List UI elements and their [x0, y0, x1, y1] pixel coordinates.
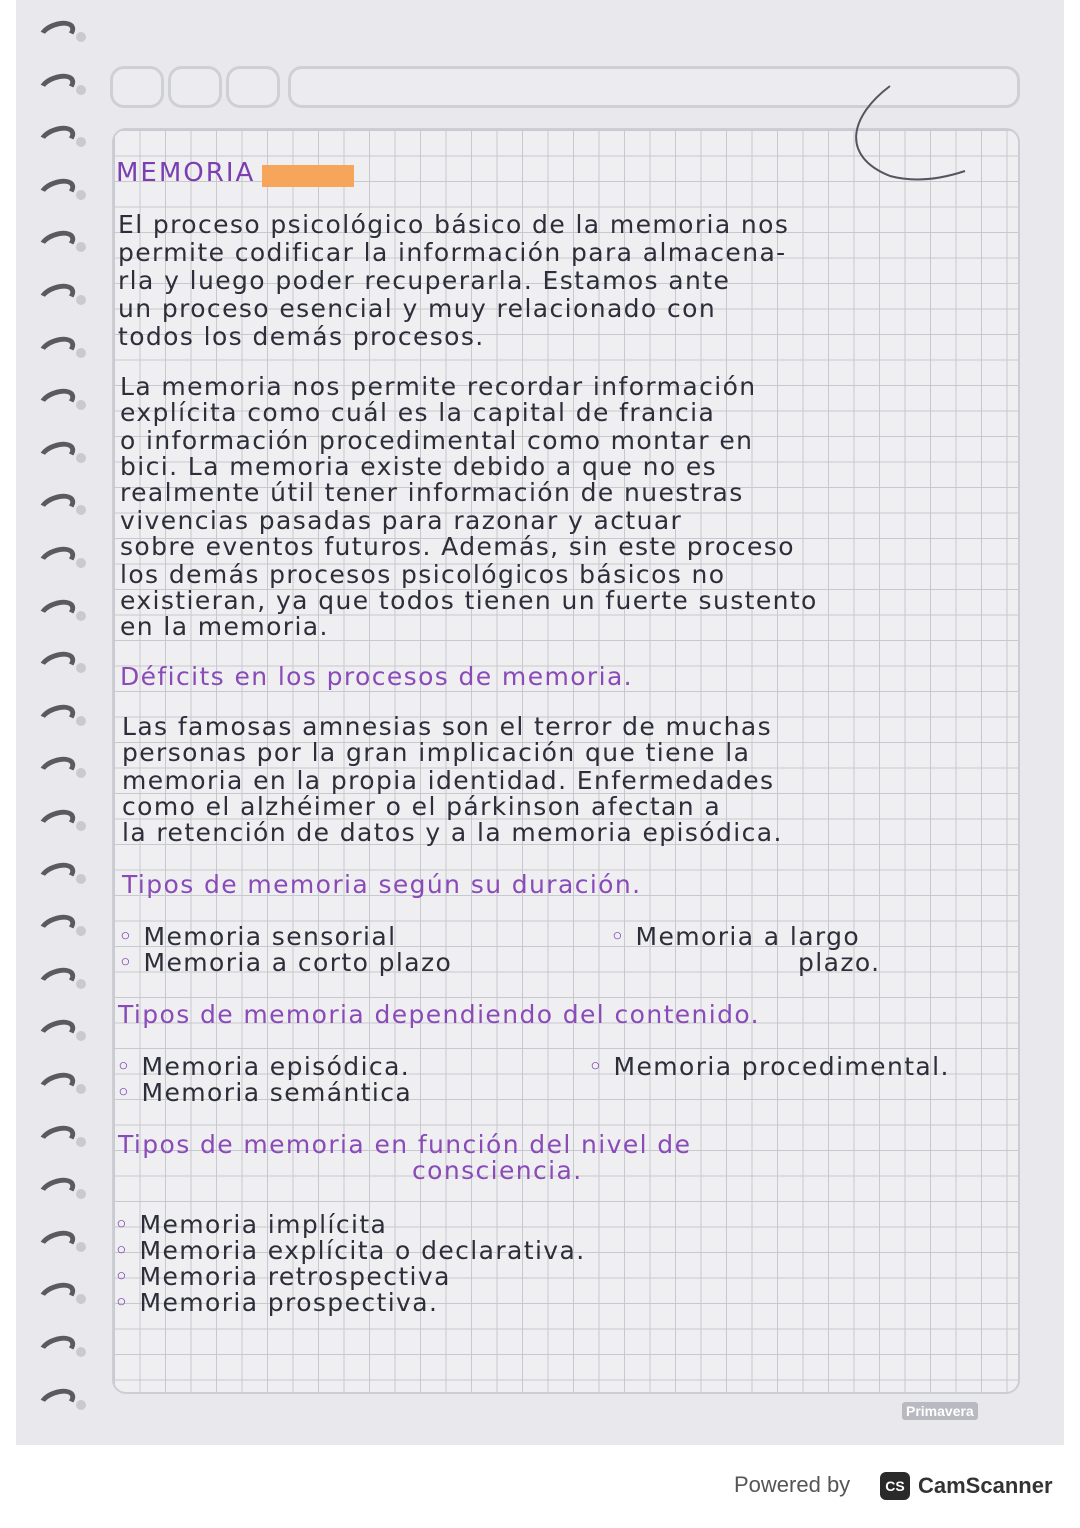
spiral-ring	[35, 700, 78, 734]
list-item-text: Memoria a corto plazo	[143, 948, 453, 977]
binding-hole	[76, 1189, 86, 1199]
spiral-ring	[35, 542, 78, 576]
powered-by-text: Powered by	[734, 1472, 851, 1497]
header-box	[110, 66, 164, 108]
list-item	[118, 950, 452, 976]
text-line: o información procedimental como montar en	[120, 426, 754, 455]
camscanner-name: CamScanner	[918, 1473, 1053, 1498]
spiral-ring	[35, 174, 78, 208]
spiral-ring	[35, 1226, 78, 1260]
text-line: un proceso esencial y muy relacionado con	[118, 294, 717, 323]
list-item-text: Memoria retrospectiva	[139, 1262, 451, 1291]
text-line: realmente útil tener información de nuestras	[120, 478, 744, 507]
binding-hole	[76, 242, 86, 252]
list-item	[116, 1054, 412, 1080]
section-heading-consciencia-cont: consciencia.	[412, 1156, 583, 1185]
text-line: Las famosas amnesias son el terror de muchas	[122, 712, 773, 741]
binding-hole	[76, 295, 86, 305]
binding-hole	[76, 716, 86, 726]
header-box	[168, 66, 222, 108]
binding-hole	[76, 1031, 86, 1041]
spiral-ring	[35, 858, 78, 892]
spiral-ring	[35, 227, 78, 261]
spiral-ring	[35, 647, 78, 681]
list-item	[610, 924, 860, 950]
text-line: existieran, ya que todos tienen un fuerte sustento	[120, 586, 818, 615]
spiral-ring	[35, 910, 78, 944]
spiral-ring	[35, 1016, 78, 1050]
spiral-ring	[35, 69, 78, 103]
title-highlight	[262, 165, 354, 187]
spiral-ring	[35, 805, 78, 839]
list-item-text: Memoria prospectiva.	[139, 1288, 439, 1317]
spiral-ring	[35, 332, 78, 366]
binding-hole	[76, 137, 86, 147]
list-duracion	[118, 924, 452, 976]
spiral-ring	[35, 384, 78, 418]
list-item-text: Memoria sensorial	[143, 922, 397, 951]
text-line: memoria en la propia identidad. Enfermedades	[122, 766, 775, 795]
list-item-text: Memoria a largo	[635, 922, 861, 951]
text-line: la retención de datos y a la memoria episódica.	[122, 818, 783, 847]
section-heading-duracion: Tipos de memoria según su duración.	[122, 870, 642, 899]
page-title: MEMORIA	[116, 158, 256, 188]
list-item	[114, 1290, 586, 1316]
spiral-binding	[16, 0, 86, 1445]
spiral-ring	[35, 1384, 78, 1418]
spiral-ring	[35, 279, 78, 313]
spiral-ring	[35, 1331, 78, 1365]
text-line: rla y luego poder recuperarla. Estamos ante	[118, 266, 731, 295]
text-line: permite codificar la información para almacena-	[118, 238, 787, 267]
text-line: bici. La memoria existe debido a que no es	[120, 452, 718, 481]
list-item-text: Memoria episódica.	[141, 1052, 411, 1081]
binding-hole	[76, 400, 86, 410]
spiral-ring	[35, 121, 78, 155]
spiral-ring	[35, 1173, 78, 1207]
spiral-ring	[35, 1121, 78, 1155]
text-line: en la memoria.	[120, 612, 329, 641]
section-heading-consciencia: Tipos de memoria en función del nivel de	[118, 1130, 692, 1159]
spiral-ring	[35, 437, 78, 471]
list-item	[114, 1264, 586, 1290]
binding-hole	[76, 453, 86, 463]
list-item-text: Memoria implícita	[139, 1210, 388, 1239]
binding-hole	[76, 1084, 86, 1094]
binding-hole	[76, 663, 86, 673]
camscanner-logo-icon: CS	[880, 1472, 910, 1500]
text-line: vivencias pasadas para razonar y actuar	[120, 506, 683, 535]
spiral-ring	[35, 963, 78, 997]
list-item	[114, 1238, 586, 1264]
text-line: sobre eventos futuros. Además, sin este proceso	[120, 532, 795, 561]
text-line: plazo.	[798, 948, 881, 977]
text-line: todos los demás procesos.	[118, 322, 485, 351]
binding-hole	[76, 1137, 86, 1147]
section-heading-deficits: Déficits en los procesos de memoria.	[120, 662, 634, 691]
pencil-stroke	[830, 76, 970, 186]
list-item	[588, 1054, 950, 1080]
binding-hole	[76, 505, 86, 515]
binding-hole	[76, 1294, 86, 1304]
list-item-text: Memoria semántica	[141, 1078, 413, 1107]
text-line: personas por la gran implicación que tiene la	[122, 738, 751, 767]
binding-hole	[76, 1242, 86, 1252]
binding-hole	[76, 926, 86, 936]
binding-hole	[76, 348, 86, 358]
header-box	[226, 66, 280, 108]
binding-hole	[76, 611, 86, 621]
binding-hole	[76, 1400, 86, 1410]
text-line: La memoria nos permite recordar información	[120, 372, 757, 401]
list-duracion-right	[610, 924, 860, 950]
binding-hole	[76, 558, 86, 568]
list-item	[118, 924, 452, 950]
spiral-ring	[35, 16, 78, 50]
text-line: explícita como cuál es la capital de francia	[120, 398, 716, 427]
spiral-ring	[35, 753, 78, 787]
list-contenido	[116, 1054, 412, 1106]
list-item	[114, 1212, 586, 1238]
list-contenido-right	[588, 1054, 950, 1080]
binding-hole	[76, 85, 86, 95]
binding-hole	[76, 1347, 86, 1357]
spiral-ring	[35, 490, 78, 524]
list-item	[116, 1080, 412, 1106]
section-heading-contenido: Tipos de memoria dependiendo del contenido.	[118, 1000, 761, 1029]
binding-hole	[76, 821, 86, 831]
binding-hole	[76, 32, 86, 42]
spiral-ring	[35, 1279, 78, 1313]
notebook-brand-logo: Primavera	[902, 1402, 978, 1420]
list-consciencia	[114, 1212, 586, 1316]
list-item-text: Memoria procedimental.	[613, 1052, 950, 1081]
list-item-text: Memoria explícita o declarativa.	[139, 1236, 586, 1265]
binding-hole	[76, 768, 86, 778]
binding-hole	[76, 190, 86, 200]
spiral-ring	[35, 595, 78, 629]
text-line: El proceso psicológico básico de la memoria nos	[118, 210, 790, 239]
text-line: los demás procesos psicológicos básicos no	[120, 560, 726, 589]
text-line: como el alzhéimer o el párkinson afectan a	[122, 792, 722, 821]
binding-hole	[76, 874, 86, 884]
binding-hole	[76, 979, 86, 989]
spiral-ring	[35, 1068, 78, 1102]
